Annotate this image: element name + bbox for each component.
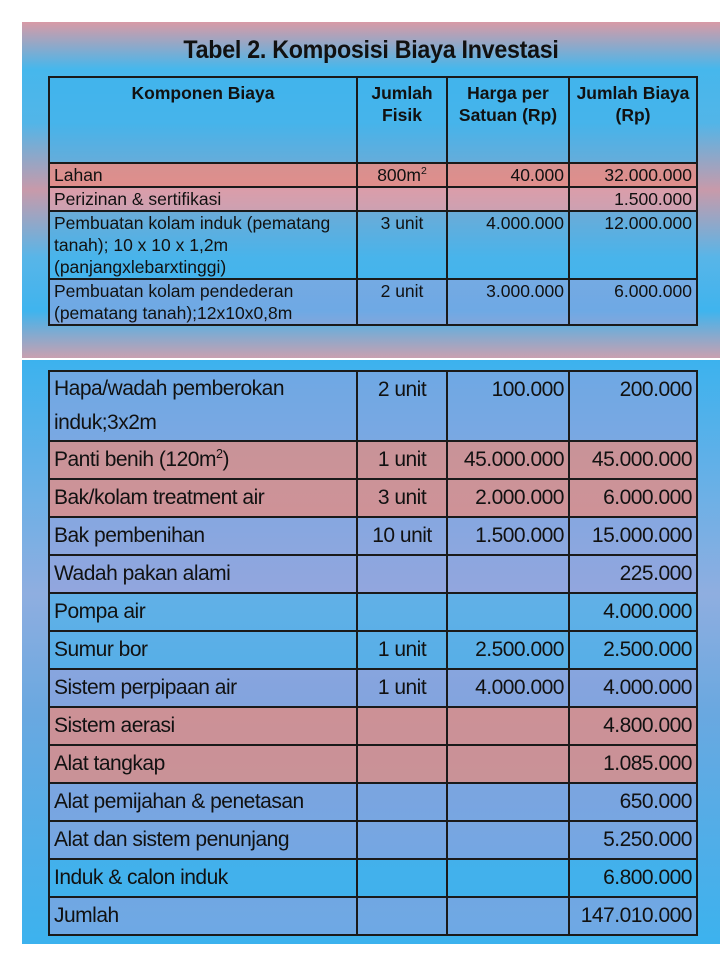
table-row bbox=[49, 517, 697, 555]
table-row bbox=[49, 745, 697, 783]
cell-komponen: Pompa air bbox=[49, 593, 357, 631]
table-row bbox=[49, 593, 697, 631]
cell-harga bbox=[447, 593, 569, 631]
table-row bbox=[49, 187, 697, 211]
cell-fisik bbox=[357, 707, 447, 745]
cell-komponen: Bak/kolam treatment air bbox=[49, 479, 357, 517]
cell-harga: 2.500.000 bbox=[447, 631, 569, 669]
header-row bbox=[49, 77, 697, 163]
cell-harga bbox=[447, 821, 569, 859]
table-row bbox=[49, 859, 697, 897]
cell-harga bbox=[447, 555, 569, 593]
cell-harga bbox=[447, 707, 569, 745]
cell-komponen: Hapa/wadah pemberokan induk;3x2m bbox=[49, 371, 357, 441]
cell-fisik: 10 unit bbox=[357, 517, 447, 555]
cell-komponen: Pembuatan kolam pendederan (pematang tanah);12x10x0,8m bbox=[49, 279, 357, 325]
cell-harga bbox=[447, 859, 569, 897]
cell-harga: 4.000.000 bbox=[447, 211, 569, 279]
cell-harga: 45.000.000 bbox=[447, 441, 569, 479]
cell-fisik bbox=[357, 187, 447, 211]
cell-biaya: 2.500.000 bbox=[569, 631, 697, 669]
cell-biaya: 200.000 bbox=[569, 371, 697, 441]
table-row bbox=[49, 631, 697, 669]
cell-fisik: 2 unit bbox=[357, 279, 447, 325]
cell-biaya: 147.010.000 bbox=[569, 897, 697, 935]
cell-biaya: 650.000 bbox=[569, 783, 697, 821]
cell-komponen: Wadah pakan alami bbox=[49, 555, 357, 593]
cell-komponen: Jumlah bbox=[49, 897, 357, 935]
investment-table-bottom bbox=[48, 370, 698, 936]
cell-komponen: Induk & calon induk bbox=[49, 859, 357, 897]
cell-harga: 40.000 bbox=[447, 163, 569, 187]
cell-harga bbox=[447, 187, 569, 211]
header-harga: Harga per Satuan (Rp) bbox=[447, 77, 569, 163]
cell-fisik: 1 unit bbox=[357, 669, 447, 707]
cell-biaya: 225.000 bbox=[569, 555, 697, 593]
cell-biaya: 6.000.000 bbox=[569, 479, 697, 517]
header-jumlah-biaya: Jumlah Biaya (Rp) bbox=[569, 77, 697, 163]
table-row bbox=[49, 163, 697, 187]
cell-komponen: Sistem perpipaan air bbox=[49, 669, 357, 707]
cell-biaya: 5.250.000 bbox=[569, 821, 697, 859]
cell-fisik: 3 unit bbox=[357, 211, 447, 279]
table-row bbox=[49, 707, 697, 745]
cell-fisik: $800m^2$ bbox=[357, 163, 447, 187]
cell-komponen: Pembuatan kolam induk (pematang tanah); 10 x 10 x 1,2m (panjangxlebarxtinggi) bbox=[49, 211, 357, 279]
cell-komponen: Lahan bbox=[49, 163, 357, 187]
cell-harga bbox=[447, 897, 569, 935]
cell-fisik: 2 unit bbox=[357, 371, 447, 441]
table-row bbox=[49, 371, 697, 441]
cell-fisik bbox=[357, 821, 447, 859]
table-row bbox=[49, 479, 697, 517]
cell-harga: 100.000 bbox=[447, 371, 569, 441]
cell-komponen: Alat dan sistem penunjang bbox=[49, 821, 357, 859]
total-row bbox=[49, 897, 697, 935]
cell-biaya: 1.500.000 bbox=[569, 187, 697, 211]
table-row bbox=[49, 279, 697, 325]
header-komponen: Komponen Biaya bbox=[49, 77, 357, 163]
cell-komponen: Panti benih $(120m^2)$ bbox=[49, 441, 357, 479]
cell-biaya: 15.000.000 bbox=[569, 517, 697, 555]
cell-biaya: 4.800.000 bbox=[569, 707, 697, 745]
cell-fisik bbox=[357, 783, 447, 821]
cell-harga: 3.000.000 bbox=[447, 279, 569, 325]
cell-fisik bbox=[357, 897, 447, 935]
cell-komponen: Alat tangkap bbox=[49, 745, 357, 783]
investment-table-top bbox=[48, 76, 698, 326]
cell-komponen: Perizinan & sertifikasi bbox=[49, 187, 357, 211]
cell-biaya: 45.000.000 bbox=[569, 441, 697, 479]
cell-harga bbox=[447, 783, 569, 821]
cell-fisik: 1 unit bbox=[357, 441, 447, 479]
table-row bbox=[49, 669, 697, 707]
table-row bbox=[49, 211, 697, 279]
table-title: Tabel 2. Komposisi Biaya Investasi bbox=[183, 36, 559, 64]
cell-harga: 1.500.000 bbox=[447, 517, 569, 555]
cell-fisik bbox=[357, 593, 447, 631]
cell-komponen: Sistem aerasi bbox=[49, 707, 357, 745]
table-row bbox=[49, 441, 697, 479]
cell-biaya: 32.000.000 bbox=[569, 163, 697, 187]
cell-fisik bbox=[357, 859, 447, 897]
cell-fisik bbox=[357, 745, 447, 783]
cell-biaya: 6.800.000 bbox=[569, 859, 697, 897]
cell-harga: 2.000.000 bbox=[447, 479, 569, 517]
cell-biaya: 4.000.000 bbox=[569, 669, 697, 707]
table-row bbox=[49, 821, 697, 859]
cell-komponen: Bak pembenihan bbox=[49, 517, 357, 555]
cell-biaya: 4.000.000 bbox=[569, 593, 697, 631]
cell-fisik bbox=[357, 555, 447, 593]
cell-biaya: 6.000.000 bbox=[569, 279, 697, 325]
cell-biaya: 1.085.000 bbox=[569, 745, 697, 783]
cell-harga bbox=[447, 745, 569, 783]
cell-komponen: Alat pemijahan & penetasan bbox=[49, 783, 357, 821]
cell-fisik: 3 unit bbox=[357, 479, 447, 517]
cell-fisik: 1 unit bbox=[357, 631, 447, 669]
cell-harga: 4.000.000 bbox=[447, 669, 569, 707]
header-jumlah-fisik: Jumlah Fisik bbox=[357, 77, 447, 163]
cell-biaya: 12.000.000 bbox=[569, 211, 697, 279]
table-row bbox=[49, 555, 697, 593]
cell-komponen: Sumur bor bbox=[49, 631, 357, 669]
table-row bbox=[49, 783, 697, 821]
